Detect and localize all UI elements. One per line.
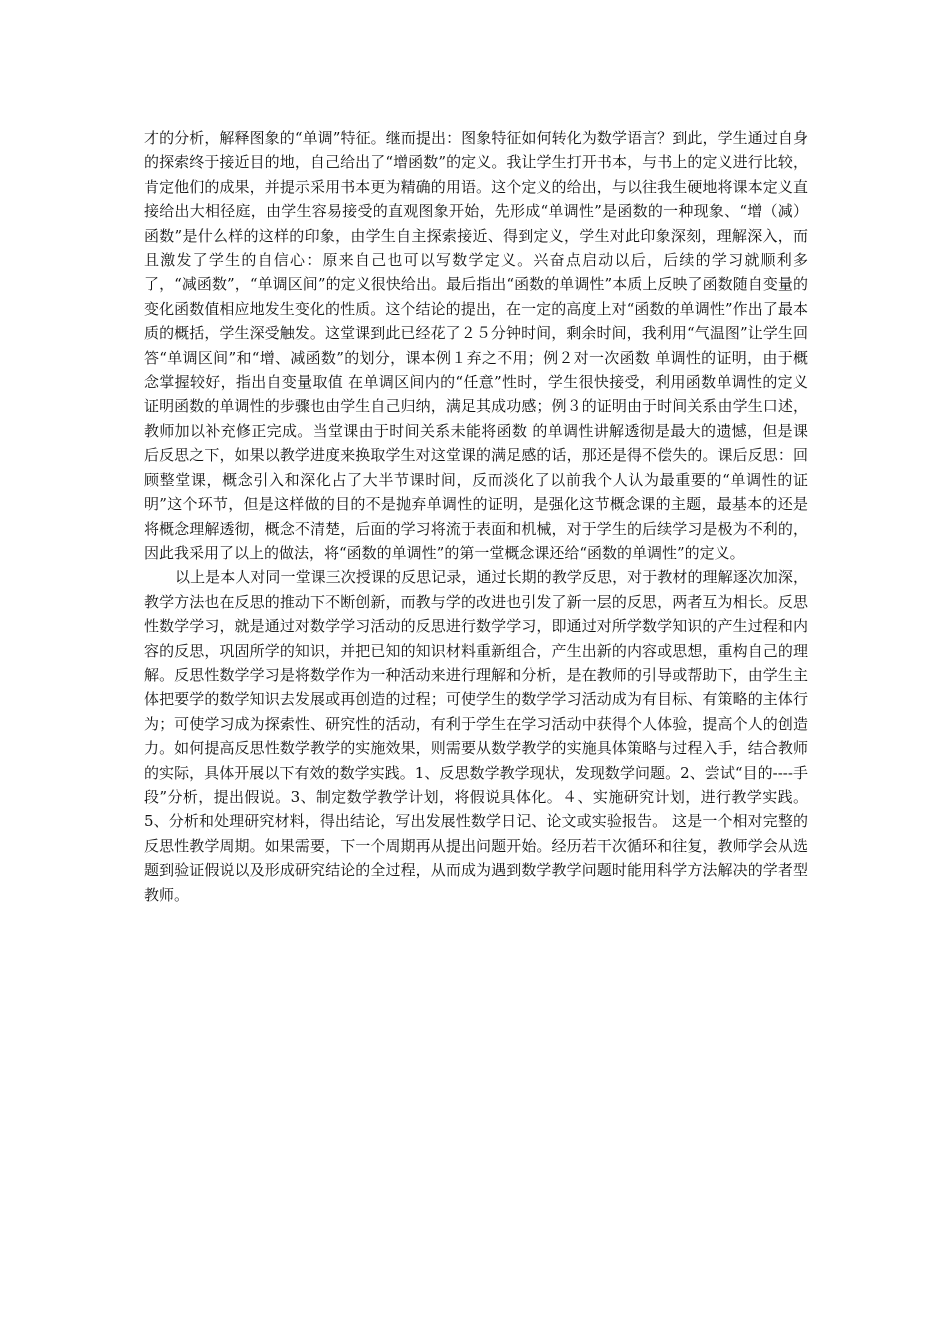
- paragraph-1: 才的分析，解释图象的“单调”特征。继而提出：图象特征如何转化为数学语言？到此，学生通过自身的探索终于接近目的地，自己给出了“增函数”的定义。我让学生打开书本，与书上的定义进行比较，肯定他们的成果，并提示采用书本更为精确的用语。这个定义的给出，与以往我生硬地将课本定义直接给出大相径庭，由学生容易接受的直观图象开始，先形成“单调性”是函数的一种现象、“增（减）函数”是什么样的这样的印象，由学生自主探索接近、得到定义，学生对此印象深刻，理解深入，而且激发了学生的自信心：原来自己也可以写数学定义。兴奋点启动以后，后续的学习就顺利多了，“减函数”，“单调区间”的定义很快给出。最后指出“函数的单调性”本质上反映了函数随自变量的变化函数值相应地发生变化的性质。这个结论的提出，在一定的高度上对“函数的单调性”作出了最本质的概括，学生深受触发。这堂课到此已经花了２５分钟时间，剩余时间，我利用“气温图”让学生回答“单调区间”和“增、减函数”的划分，课本例１弃之不用；例２对一次函数 单调性的证明，由于概念掌握较好，指出自变量取值 在单调区间内的“任意”性时，学生很快接受，利用函数单调性的定义证明函数的单调性的步骤也由学生自己归纳，满足其成功感；例３的证明由于时间关系由学生口述，教师加以补充修正完成。当堂课由于时间关系未能将函数 的单调性讲解透彻是最大的遗憾，但是课后反思之下，如果以教学进度来换取学生对这堂课的满足感的话，那还是得不偿失的。课后反思：回顾整堂课，概念引入和深化占了大半节课时间，反而淡化了以前我个人认为最重要的“单调性的证明”这个环节，但是这样做的目的不是抛弃单调性的证明，是强化这节概念课的主题，最基本的还是将概念理解透彻，概念不清楚，后面的学习将流于表面和机械，对于学生的后续学习是极为不利的，因此我采用了以上的做法，将“函数的单调性”的第一堂概念课还给“函数的单调性”的定义。: [144, 129, 808, 562]
- document-page: [144, 126, 808, 907]
- paragraph-2: 以上是本人对同一堂课三次授课的反思记录，通过长期的教学反思，对于教材的理解逐次加深，教学方法也在反思的推动下不断创新，而教与学的改进也引发了新一层的反思，两者互为相长。反思性数学学习，就是通过对数学学习活动的反思进行数学学习，即通过对所学数学知识的产生过程和内容的反思，巩固所学的知识，并把已知的知识材料重新组合，产生出新的内容或思想，重构自己的理解。反思性数学学习是将数学作为一种活动来进行理解和分析，是在教师的引导或帮助下，由学生主体把要学的数学知识去发展或再创造的过程；可使学生的数学学习活动成为有目标、有策略的主体行为；可使学习成为探索性、研究性的活动，有利于学生在学习活动中获得个人体验，提高个人的创造力。如何提高反思性数学教学的实施效果，则需要从数学教学的实施具体策略与过程入手，结合教师的实际，具体开展以下有效的数学实践。1、反思数学教学现状，发现数学问题。2、尝试“目的----手段”分析，提出假说。3、制定数学教学计划，将假说具体化。４、实施研究计划，进行教学实践。5、分析和处理研究材料，得出结论，写出发展性数学日记、论文或实验报告。 这是一个相对完整的反思性教学周期。如果需要，下一个周期再从提出问题开始。经历若干次循环和往复，教师学会从选题到验证假说以及形成研究结论的全过程，从而成为遇到数学教学问题时能用科学方法解决的学者型教师。: [144, 568, 808, 904]
